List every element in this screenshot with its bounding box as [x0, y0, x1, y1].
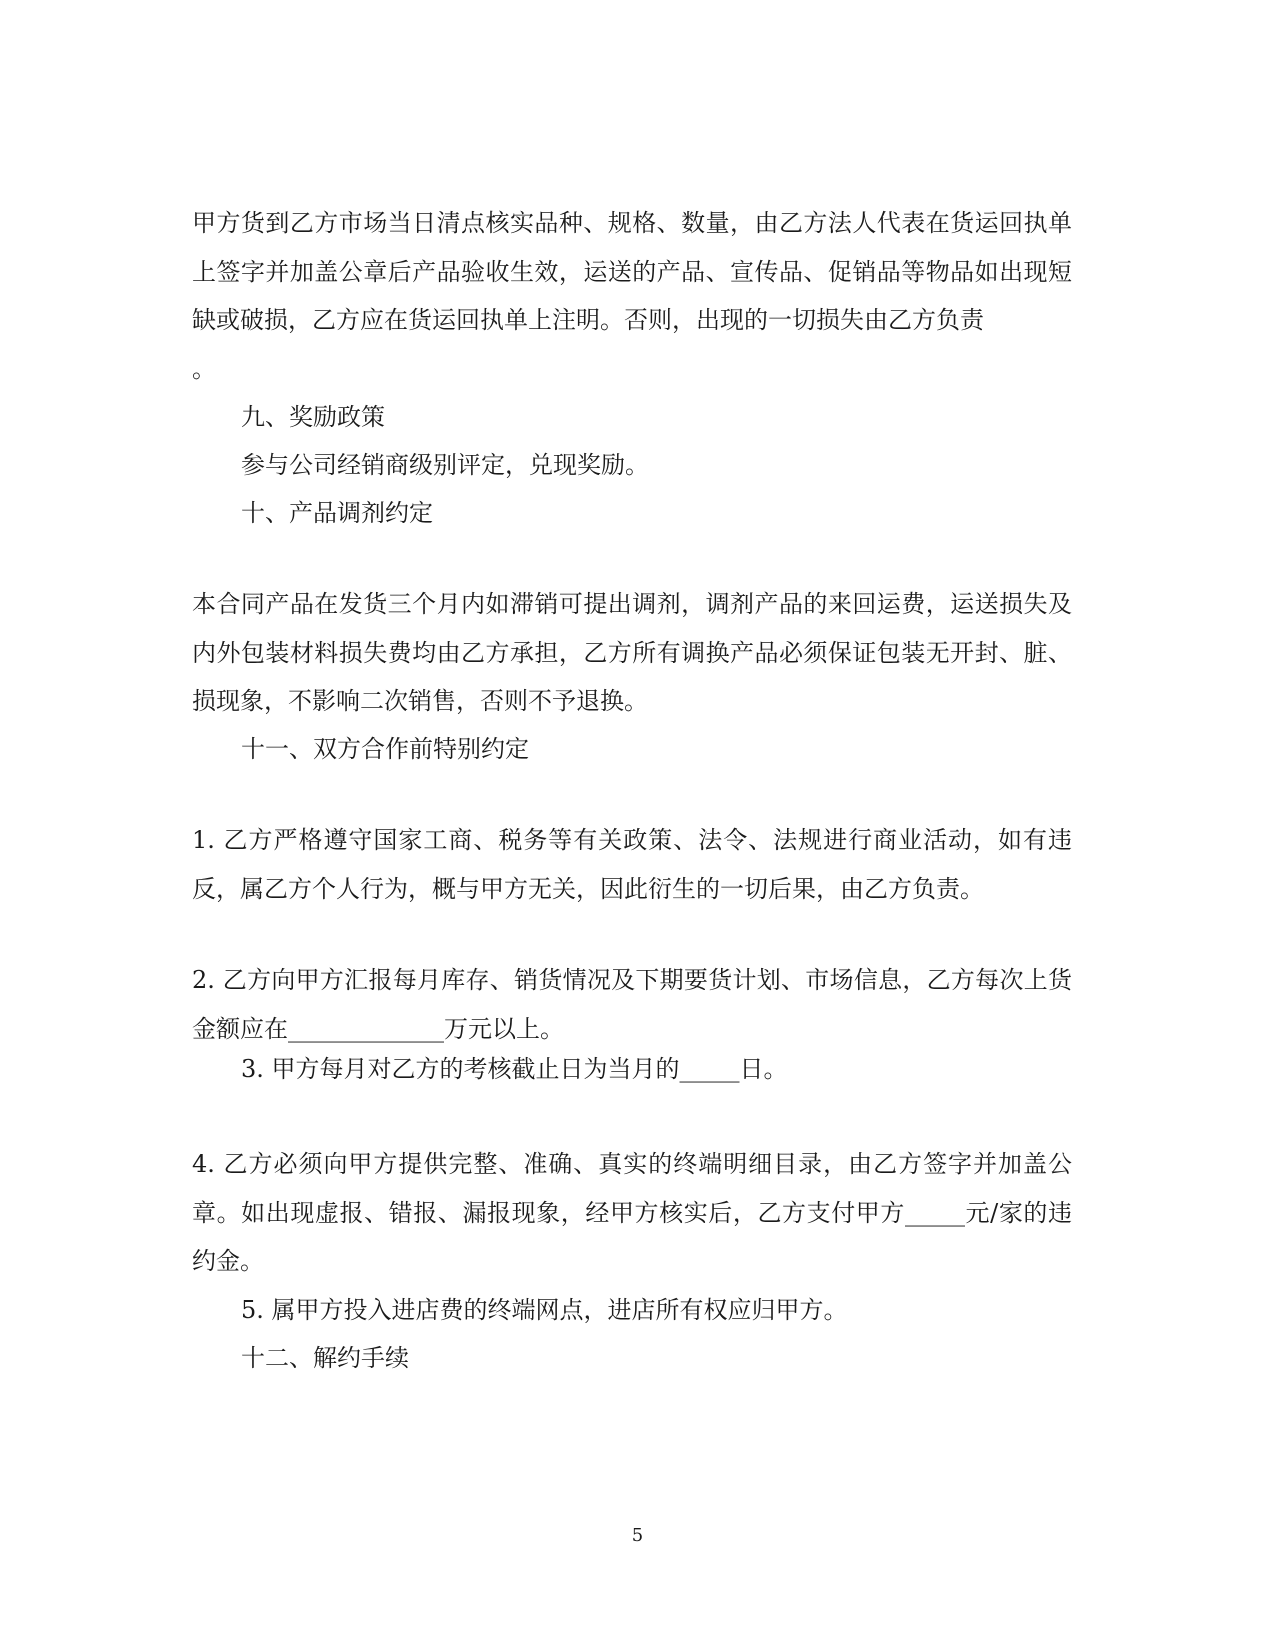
- paragraph-clause-2: 2. 乙方向甲方汇报每月库存、销货情况及下期要货计划、市场信息，乙方每次上货金额应在_____________万元以上。: [192, 966, 1072, 1043]
- paragraph-product-adjustment: 本合同产品在发货三个月内如滞销可提出调剂，调剂产品的来回运费，运送损失及内外包装材料损失费均由乙方承担，乙方所有调换产品必须保证包装无开封、脏、损现象，不影响二次销售，否则不予退换。: [192, 590, 1072, 715]
- paragraph-period: 。: [192, 355, 216, 383]
- heading-section-10: 十、产品调剂约定: [241, 499, 433, 527]
- heading-section-12: 十二、解约手续: [241, 1344, 409, 1372]
- paragraph-clause-1: 1. 乙方严格遵守国家工商、税务等有关政策、法令、法规进行商业活动，如有违反，属乙方个人行为，概与甲方无关，因此衍生的一切后果，由乙方负责。: [192, 826, 1072, 903]
- paragraph-goods-acceptance: 甲方货到乙方市场当日清点核实品种、规格、数量，由乙方法人代表在货运回执单上签字并加盖公章后产品验收生效，运送的产品、宣传品、促销品等物品如出现短缺或破损，乙方应在货运回执单上注明。否则，出现的一切损失由乙方负责: [192, 209, 1072, 334]
- heading-section-9: 九、奖励政策: [241, 403, 385, 431]
- paragraph-clause-4: 4. 乙方必须向甲方提供完整、准确、真实的终端明细目录，由乙方签字并加盖公章。如出现虚报、错报、漏报现象，经甲方核实后，乙方支付甲方_____元/家的违约金。: [192, 1150, 1072, 1275]
- paragraph-clause-3: 3. 甲方每月对乙方的考核截止日为当月的_____日。: [241, 1055, 788, 1083]
- heading-section-11: 十一、双方合作前特别约定: [241, 735, 529, 763]
- page-number: 5: [631, 1525, 644, 1546]
- paragraph-reward: 参与公司经销商级别评定，兑现奖励。: [241, 451, 649, 479]
- paragraph-clause-5: 5. 属甲方投入进店费的终端网点，进店所有权应归甲方。: [241, 1296, 848, 1324]
